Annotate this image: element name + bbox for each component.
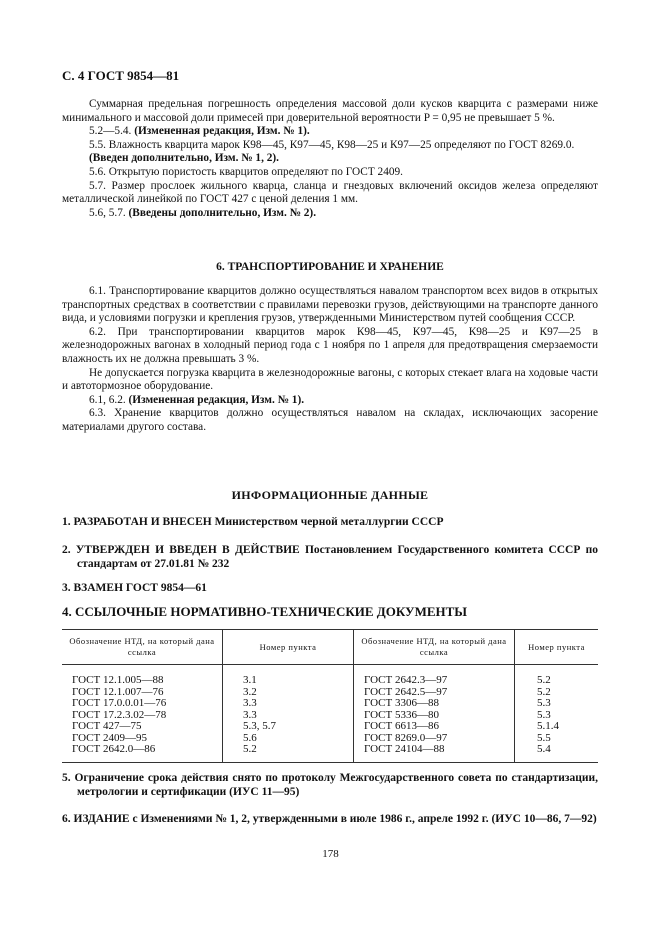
left-docs-cell [62, 665, 223, 763]
doc-designation: ГОСТ 2642.3—97 [364, 674, 448, 686]
info-item-1 [62, 515, 598, 529]
intro-paragraph-7 [62, 207, 598, 221]
doc-designation: ГОСТ 2642.0—86 [72, 743, 156, 755]
info-item-label: 2. УТВЕРЖДЕН И ВВЕДЕН В ДЕЙСТВИЕ [62, 544, 300, 556]
intro-paragraph-3: 5.5. Влажность кварцита марок К98—45, К97—45, К98—25 и К97—25 определяют по ГОСТ 8269.0. [89, 138, 575, 151]
info-item-text: Постановлением Государственного комитета СССР по стандартам от 27.01.81 № 232 [77, 544, 598, 570]
point-number: 3.2 [243, 685, 257, 698]
intro-block [62, 98, 598, 220]
page-number: 178 [322, 848, 339, 860]
point-number: 5.4 [537, 743, 551, 755]
doc-designation: ГОСТ 2409—95 [72, 731, 147, 744]
section-6-paragraph-2: 6.2. При транспортировании кварцитов марок К98—45, К97—45, К98—25 и К97—25 в железнодорожных вагонах в холодный период года с 1 ноября по 1 апреля для предотвращения смерзаемости влажность их не должна превышать 3 %. [62, 325, 598, 365]
point-number: 3.3 [243, 697, 257, 709]
amendment-note: (Введен дополнительно, Изм. № 1, 2). [89, 152, 279, 165]
info-item-3 [62, 581, 598, 595]
right-points-cell [515, 665, 599, 763]
info-item-5 [62, 771, 598, 799]
right-docs-cell [354, 665, 515, 763]
reference-table [62, 629, 598, 763]
left-points-cell [223, 665, 354, 763]
section-6-body [62, 285, 598, 435]
point-number: 5.3 [537, 697, 551, 709]
info-title: ИНФОРМАЦИОННЫЕ ДАННЫЕ [231, 488, 429, 502]
doc-designation: ГОСТ 427—75 [72, 720, 142, 732]
point-number: 5.3 [537, 708, 551, 721]
amendment-note: (Измененная редакция, Изм. № 1). [128, 393, 305, 406]
table-header-row [62, 630, 598, 665]
section-6-paragraph-3: Не допускается погрузка кварцита в железнодорожные вагоны, с которых стекает влага на ходовые части и автотормозное оборудование. [62, 366, 598, 393]
intro-paragraph-5: 5.6. Открытую пористость кварцитов определяют по ГОСТ 2409. [89, 165, 403, 178]
info-item-text: 5. Ограничение срока действия снято по протоколу Межгосударственного совета по стандартизации, метрологии и сертификации (ИУС 11—95) [62, 772, 598, 798]
info-item-text: 6. ИЗДАНИЕ с Изменениями № 1, 2, утвержденными в июле 1986 г., апреле 1992 г. (ИУС 10—86, 7—92) [62, 813, 597, 825]
section-6-paragraph-5: 6.3. Хранение кварцитов должно осуществляться навалом на складах, исключающих засорение материалами другого состава. [62, 407, 598, 433]
info-item-6 [62, 812, 598, 826]
table-row [62, 665, 598, 763]
table-header-cell: Обозначение НТД, на который дана ссылка [62, 630, 223, 665]
point-number: 5.3, 5.7 [243, 720, 276, 732]
doc-designation: ГОСТ 12.1.007—76 [72, 685, 164, 698]
section-6-paragraph-1: 6.1. Транспортирование кварцитов должно осуществляться навалом транспортом всех видов в открытых транспортных средствах в соответствии с правилами перевозки грузов, действующими на транспорте данного вида, и условиями погрузки и крепления грузов, утвержденными Министерством путей сообщения СССР. [62, 285, 598, 325]
intro-paragraph-6: 5.7. Размер прослоек жильного кварца, сланца и гнездовых включений оксидов железа определяют металлической линейкой по ГОСТ 427 с ценой деления 1 мм. [62, 179, 598, 206]
clause-ref: 6.1, 6.2. [89, 393, 126, 406]
amendment-note: (Измененная редакция, Изм. № 1). [134, 125, 310, 138]
info-item-text: 4. ССЫЛОЧНЫЕ НОРМАТИВНО-ТЕХНИЧЕСКИЕ ДОКУМЕНТЫ [62, 604, 468, 619]
doc-designation: ГОСТ 2642.5—97 [364, 685, 448, 698]
doc-designation: ГОСТ 24104—88 [364, 743, 445, 755]
point-number: 5.2 [243, 743, 257, 755]
table-header-cell: Номер пункта [515, 630, 599, 665]
doc-designation: ГОСТ 3306—88 [364, 697, 439, 709]
info-item-2 [62, 543, 598, 571]
section-6-title: 6. ТРАНСПОРТИРОВАНИЕ И ХРАНЕНИЕ [216, 261, 444, 273]
point-number: 3.1 [243, 674, 257, 686]
point-number: 5.2 [537, 674, 551, 686]
doc-designation: ГОСТ 17.2.3.02—78 [72, 708, 167, 721]
intro-paragraph-2 [62, 125, 598, 139]
page-header: С. 4 ГОСТ 9854—81 [62, 68, 180, 83]
amendment-note: (Введены дополнительно, Изм. № 2). [128, 206, 317, 219]
doc-designation: ГОСТ 17.0.0.01—76 [72, 697, 167, 709]
doc-designation: ГОСТ 5336—80 [364, 708, 439, 721]
point-number: 3.3 [243, 708, 257, 721]
doc-designation: ГОСТ 8269.0—97 [364, 731, 448, 744]
point-number: 5.2 [537, 685, 551, 698]
info-item-text: Министерством черной металлургии СССР [214, 516, 444, 528]
table-header-cell: Обозначение НТД, на который дана ссылка [354, 630, 515, 665]
clause-ref: 5.6, 5.7. [89, 206, 126, 219]
doc-designation: ГОСТ 12.1.005—88 [72, 674, 164, 686]
section-6-paragraph-4 [62, 394, 598, 408]
point-number: 5.6 [243, 731, 257, 744]
clause-ref: 5.2—5.4. [89, 125, 132, 138]
intro-paragraph-1: Суммарная предельная погрешность определения массовой доли кусков кварцита с размерами ниже минимального и массовой доли примесей при доверительной вероятности P = 0,95 не превышает 5 %. [62, 98, 598, 124]
point-number: 5.1.4 [537, 720, 559, 732]
info-item-text: 3. ВЗАМЕН ГОСТ 9854—61 [62, 582, 207, 594]
info-item-label: 1. РАЗРАБОТАН И ВНЕСЕН [62, 516, 212, 528]
info-item-4 [62, 605, 598, 620]
doc-designation: ГОСТ 6613—86 [364, 720, 439, 732]
table-header-cell: Номер пункта [223, 630, 354, 665]
point-number: 5.5 [537, 731, 551, 744]
